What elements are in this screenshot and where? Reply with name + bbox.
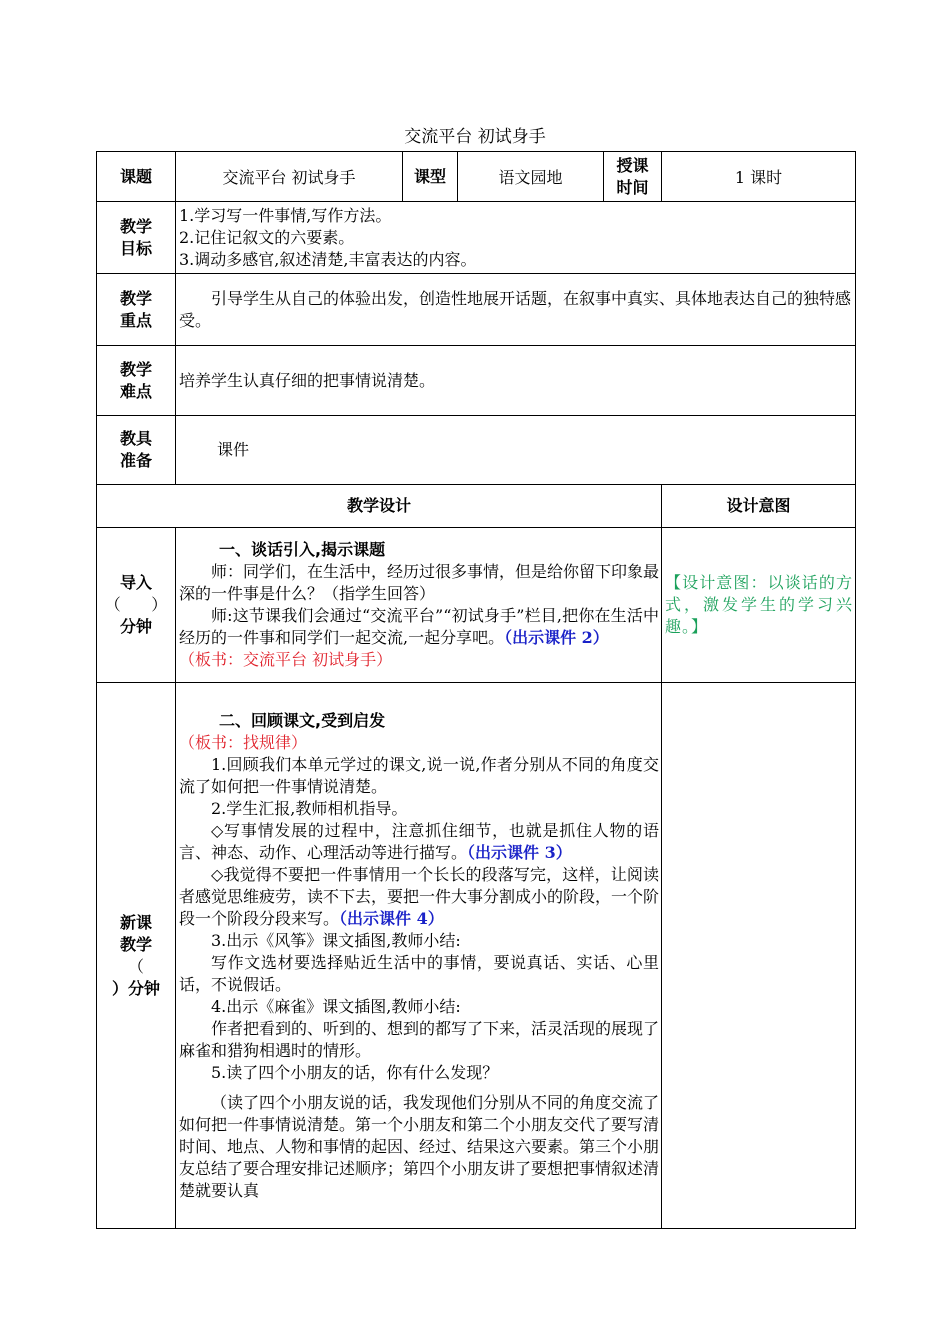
lesson-paragraph [179, 820, 659, 864]
difficulties-content [176, 346, 856, 416]
intro-heading: 一、谈话引入,揭示课题 [219, 540, 386, 559]
lesson-paragraph: 作者把看到的、听到的、想到的都写了下来，活灵活现的展现了麻雀和猎狗相遇时的情形。 [179, 1018, 660, 1060]
materials-label-text: 教具准备 [119, 429, 152, 470]
intro-paragraph [179, 605, 659, 649]
goal-item: 3.调动多感官,叙述清楚,丰富表达的内容。 [179, 250, 477, 269]
materials-text: 课件 [217, 440, 250, 459]
difficulties-label [97, 346, 176, 416]
time-value: 1 课时 [662, 152, 856, 202]
intro-label-line: 导入 [119, 573, 152, 592]
lesson-paragraph: 2.学生汇报,教师相机指导。 [211, 798, 408, 818]
document-title: 交流平台 初试身手 [404, 127, 546, 147]
new-lesson-label-line: 新课 [119, 912, 152, 932]
courseware-reference: （出示课件 2） [504, 628, 609, 647]
new-lesson-intent [662, 683, 856, 1229]
difficulties-text: 培养学生认真仔细的把事情说清楚。 [179, 370, 436, 390]
lesson-paragraph: 5.读了四个小朋友的话，你有什么发现？ [211, 1062, 499, 1082]
intro-label [97, 528, 176, 683]
lesson-plan-table [96, 151, 856, 1229]
difficulties-row [97, 346, 856, 416]
lesson-paragraph: （读了四个小朋友说的话，我发现他们分别从不同的角度交流了如何把一件事情说清楚。第一个小朋友和第二个小朋友交代了要写清时间、地点、人物和事情的起因、经过、结果这六要素。第三个小朋友总结了要合理安排记述顺序；第四个小朋友讲了要想把事情叙述清楚就要认真 [179, 1092, 660, 1200]
intro-paragraph: 师：同学们，在生活中，经历过很多事情，但是给你留下印象最深的一件事是什么？（指学生回答） [179, 562, 660, 603]
lesson-paragraph: 1.回顾我们本单元学过的课文,说一说,作者分别从不同的角度交流了如何把一件事情说清楚。 [179, 754, 659, 796]
new-lesson-label-line: （ [127, 956, 144, 976]
key-points-content [176, 274, 856, 346]
intro-paragraph-text: 师:这节课我们会通过“交流平台”“初试身手”栏目,把你在生活中经历的一件事和同学们一起交流,一起分享吧。 [179, 606, 659, 647]
board-note: （板书：找规律） [179, 732, 308, 752]
intro-label-line: （ ） [104, 595, 168, 614]
lesson-paragraph: 4.出示《麻雀》课文插图,教师小结: [211, 996, 461, 1016]
paragraph-gap [179, 1084, 659, 1092]
intent-header: 设计意图 [662, 485, 856, 528]
goals-content [176, 202, 856, 274]
type-value: 语文园地 [458, 152, 604, 202]
key-points-row [97, 274, 856, 346]
intro-content [176, 528, 662, 683]
intro-intent [662, 528, 856, 683]
new-lesson-content [176, 683, 662, 1229]
materials-label [97, 416, 176, 485]
courseware-reference: （出示课件 4） [339, 908, 444, 928]
design-header: 教学设计 [97, 485, 662, 528]
lesson-paragraph: 3.出示《风筝》课文插图,教师小结: [211, 930, 461, 950]
materials-content [176, 416, 856, 485]
header-row [97, 152, 856, 202]
lesson-paragraph-text: ◇写事情发展的过程中，注意抓住细节，也就是抓住人物的语言、神态、动作、心理活动等进行描写。 [179, 820, 659, 862]
time-label-text: 授课时间 [616, 155, 649, 197]
key-points-text: 引导学生从自己的体验出发，创造性地展开话题，在叙事中真实、具体地表达自己的独特感受。 [179, 288, 852, 330]
new-lesson-label [97, 683, 176, 1229]
type-label: 课型 [403, 152, 458, 202]
difficulties-label-text: 教学难点 [119, 359, 152, 401]
design-header-row [97, 485, 856, 528]
intro-section-row [97, 528, 856, 683]
courseware-reference: （出示课件 3） [467, 842, 572, 862]
lesson-paragraph-text: ◇我觉得不要把一件事情用一个长长的段落写完，这样，让阅读者感觉思维疲劳，读不下去，要把一件大事分割成小的阶段，一个阶段一个阶段分段来写。 [179, 864, 660, 928]
intro-intent-text: 【设计意图：以谈话的方式，激发学生的学习兴趣。】 [665, 573, 853, 636]
lesson-paragraph [179, 864, 659, 930]
goal-item: 1.学习写一件事情,写作方法。 [179, 206, 392, 225]
lesson-paragraph: 写作文选材要选择贴近生活中的事情，要说真话、实话、心里话，不说假话。 [179, 952, 659, 994]
topic-value: 交流平台 初试身手 [176, 152, 403, 202]
new-lesson-label-line: ）分钟 [111, 978, 160, 998]
intro-label-line: 分钟 [119, 617, 152, 636]
goals-row [97, 202, 856, 274]
new-lesson-heading: 二、回顾课文,受到启发 [219, 710, 386, 730]
key-points-label [97, 274, 176, 346]
goals-label-text: 教学目标 [119, 216, 152, 258]
board-note: （板书：交流平台 初试身手） [179, 650, 393, 669]
key-points-label-text: 教学重点 [119, 288, 152, 330]
new-lesson-label-line: 教学 [119, 934, 152, 954]
topic-label: 课题 [97, 152, 176, 202]
new-lesson-section-row [97, 683, 856, 1229]
goals-label [97, 202, 176, 274]
materials-row [97, 416, 856, 485]
goal-item: 2.记住记叙文的六要素。 [179, 228, 355, 247]
time-label [604, 152, 662, 202]
